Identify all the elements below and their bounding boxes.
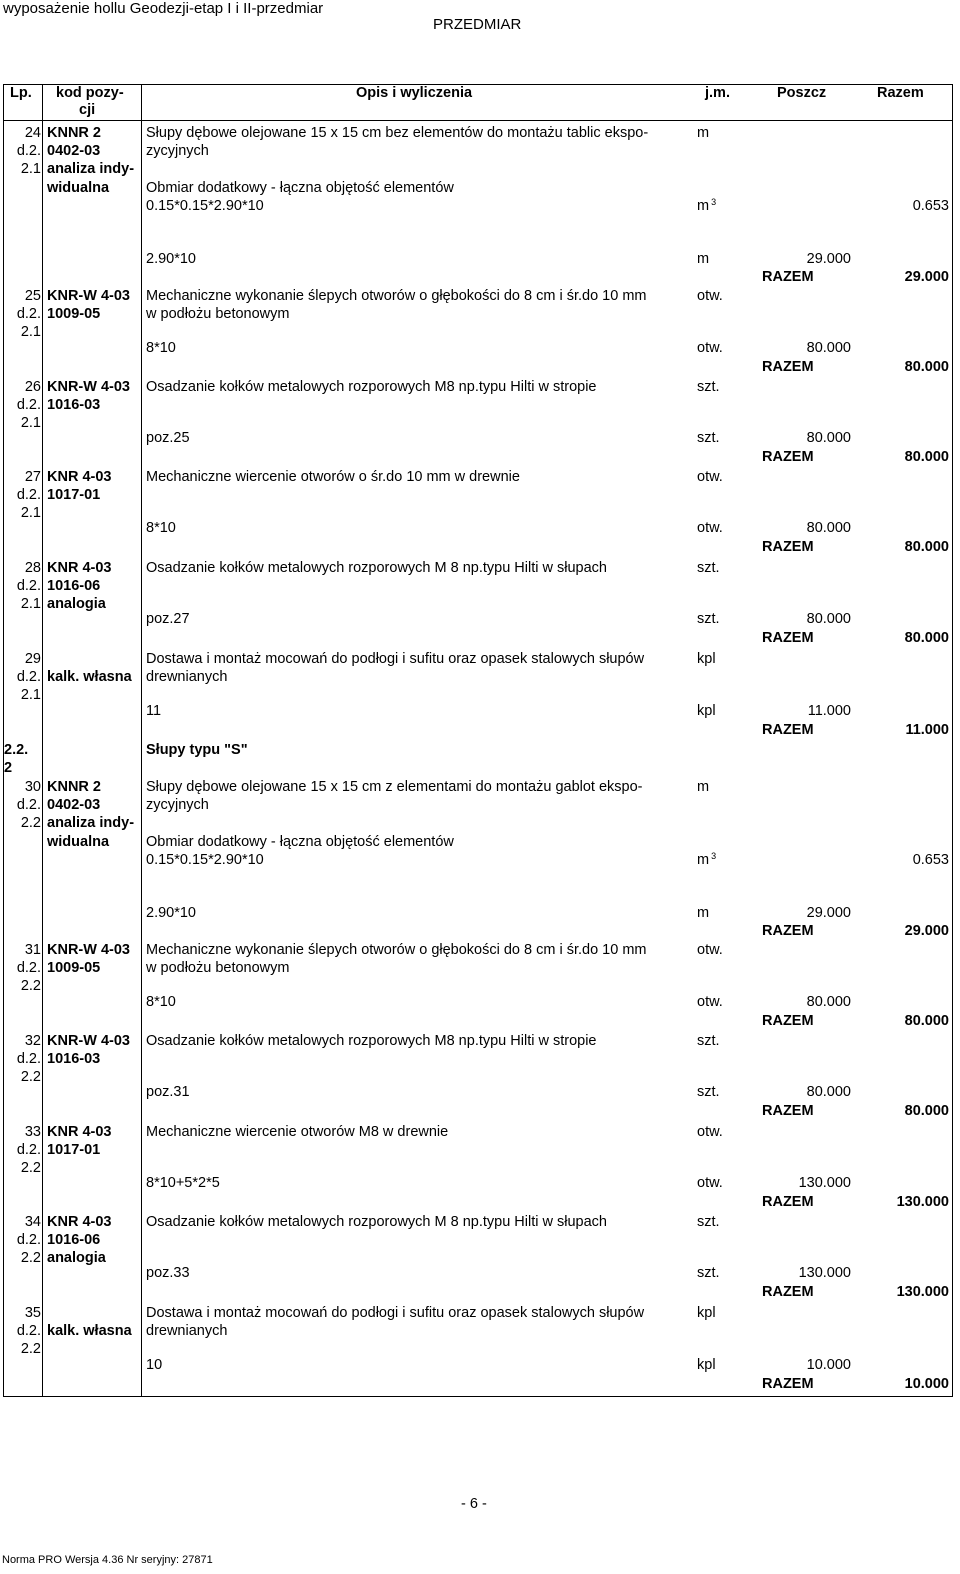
position-code: KNNR 2 [47, 125, 101, 141]
position-code: 0402-03 [47, 797, 101, 814]
calc-expression: poz.33 [146, 1265, 190, 1282]
calc-expression: 8*10+5*2*5 [146, 1175, 220, 1192]
position-number: 2.2 [20, 1250, 41, 1267]
position-number: 2.2 [20, 815, 41, 832]
position-code: 1017-01 [47, 487, 101, 504]
section-title: Słupy typu "S" [146, 742, 248, 758]
position-number: d.2. [16, 669, 41, 686]
position-description: drewnianych [146, 1323, 228, 1340]
position-description: Słupy dębowe olejowane 15 x 15 cm bez elementów do montażu tablic ekspo- [146, 125, 649, 141]
razem-value: 80.000 [904, 358, 949, 375]
position-description: 0.15*0.15*2.90*10 [146, 851, 264, 868]
calc-unit: otw. [697, 1175, 723, 1192]
razem-value: 29.000 [904, 923, 949, 940]
position-number: 32 [24, 1033, 41, 1049]
position-number: 2.1 [20, 687, 41, 704]
position-code: analiza indy- [47, 161, 135, 178]
calc-unit: szt. [697, 430, 720, 447]
position-number: d.2. [16, 397, 41, 414]
position-unit: szt. [697, 1214, 720, 1230]
calc-expression: 8*10 [146, 994, 176, 1011]
position-code: 1016-06 [47, 1232, 101, 1249]
calc-subtotal: 80.000 [806, 611, 851, 628]
razem-value: 10.000 [904, 1375, 949, 1392]
column-header-razem: Razem [877, 85, 924, 101]
calc-unit: kpl [697, 703, 716, 720]
calc-unit: otw. [697, 994, 723, 1011]
calc-unit-exponent: 3 [711, 196, 717, 207]
position-description: Obmiar dodatkowy - łączna objętość elementów [146, 833, 454, 850]
position-description: Mechaniczne wykonanie ślepych otworów o głębokości do 8 cm i śr.do 10 mm [146, 942, 647, 958]
position-code: 1009-05 [47, 960, 101, 977]
position-unit: m [697, 125, 710, 141]
column-header-kod: cji [79, 102, 96, 118]
calc-subtotal: 80.000 [806, 520, 851, 537]
position-unit: otw. [697, 1124, 723, 1140]
position-number: 2.1 [20, 415, 41, 432]
position-number: 2.1 [20, 161, 41, 178]
calc-expression: 2.90*10 [146, 251, 196, 267]
calc-expression: poz.27 [146, 611, 190, 628]
calc-unit: kpl [697, 1357, 716, 1374]
calc-subtotal: 80.000 [806, 1084, 851, 1101]
position-description: drewnianych [146, 669, 228, 686]
position-unit: otw. [697, 942, 723, 958]
table-bottom-border [3, 1396, 953, 1397]
column-divider-kod [141, 84, 142, 1397]
page-header-center: PRZEDMIAR [433, 16, 522, 33]
position-code: 1009-05 [47, 306, 101, 323]
software-footer: Norma PRO Wersja 4.36 Nr seryjny: 27871 [2, 1554, 213, 1566]
page-header-title: wyposażenie hollu Geodezji-etap I i II-przedmiar [3, 0, 324, 17]
calc-unit: m [697, 905, 710, 921]
position-number: d.2. [16, 487, 41, 504]
razem-label: RAZEM [762, 721, 814, 738]
column-header-jm: j.m. [705, 85, 730, 101]
position-number: d.2. [16, 1142, 41, 1159]
position-number: 29 [24, 651, 41, 667]
position-number: 2.2 [20, 978, 41, 995]
position-description: Osadzanie kołków metalowych rozporowych M 8 np.typu Hilti w słupach [146, 1214, 607, 1230]
position-code: widualna [47, 179, 110, 196]
calc-subtotal: 11.000 [807, 703, 851, 720]
position-code: KNR-W 4-03 [47, 379, 130, 395]
calc-subtotal: 80.000 [806, 994, 851, 1011]
position-number: 2.1 [20, 324, 41, 341]
position-description: Dostawa i montaż mocowań do podłogi i sufitu oraz opasek stalowych słupów [146, 651, 645, 667]
position-number: d.2. [16, 306, 41, 323]
calc-total: 0.653 [912, 851, 949, 868]
position-number: 30 [24, 779, 41, 795]
calc-subtotal: 29.000 [806, 905, 851, 921]
position-number: 2.2 [20, 1069, 41, 1086]
calc-expression: poz.31 [146, 1084, 190, 1101]
razem-label: RAZEM [762, 358, 814, 375]
position-code: analiza indy- [47, 815, 135, 832]
razem-value: 130.000 [896, 1193, 949, 1210]
position-number: d.2. [16, 1051, 41, 1068]
position-number: 28 [24, 560, 41, 576]
calc-unit-exponent: 3 [711, 850, 717, 861]
position-number: 25 [24, 288, 41, 304]
position-unit: szt. [697, 560, 720, 576]
calc-unit: m [697, 251, 710, 267]
position-description: w podłożu betonowym [146, 960, 290, 977]
calc-expression: 2.90*10 [146, 905, 196, 921]
position-code: KNR-W 4-03 [47, 942, 130, 958]
position-number: 24 [24, 125, 41, 141]
calc-total: 0.653 [912, 197, 949, 214]
razem-label: RAZEM [762, 629, 814, 646]
calc-unit: szt. [697, 1084, 720, 1101]
position-number: d.2. [16, 797, 41, 814]
position-code: KNR 4-03 [47, 469, 112, 485]
position-number: 26 [24, 379, 41, 395]
position-number: 34 [24, 1214, 41, 1230]
position-number: d.2. [16, 960, 41, 977]
position-code: 0402-03 [47, 143, 101, 160]
position-code: KNR-W 4-03 [47, 1033, 130, 1049]
calc-expression: 8*10 [146, 520, 176, 537]
position-number: 2.1 [20, 596, 41, 613]
calc-unit: szt. [697, 611, 720, 628]
position-unit: kpl [697, 651, 716, 667]
position-description: Mechaniczne wiercenie otworów o śr.do 10 mm w drewnie [146, 469, 520, 485]
position-code: analogia [47, 1250, 106, 1267]
position-number: d.2. [16, 143, 41, 160]
position-number: 33 [24, 1124, 41, 1140]
razem-label: RAZEM [762, 1012, 814, 1029]
razem-value: 80.000 [904, 629, 949, 646]
razem-label: RAZEM [762, 923, 814, 940]
position-description: Mechaniczne wiercenie otworów M8 w drewnie [146, 1124, 449, 1140]
column-header-opis: Opis i wyliczenia [356, 85, 473, 101]
calc-unit: m $^3$ [697, 850, 717, 868]
position-number: 2.2 [20, 1341, 41, 1358]
table-left-border [3, 84, 4, 1397]
position-unit: szt. [697, 379, 720, 395]
razem-label: RAZEM [762, 538, 814, 555]
position-code: 1016-03 [47, 397, 101, 414]
column-header-lp: Lp. [10, 85, 32, 101]
razem-value: 29.000 [904, 269, 949, 286]
calc-expression: 11 [146, 703, 162, 720]
position-description: zycyjnych [146, 797, 209, 814]
position-number: 27 [24, 469, 41, 485]
calc-expression: 8*10 [146, 340, 176, 357]
razem-label: RAZEM [762, 1283, 814, 1300]
razem-label: RAZEM [762, 1375, 814, 1392]
position-code: KNR 4-03 [47, 560, 112, 576]
position-code: kalk. własna [47, 1323, 132, 1340]
table-right-border [952, 84, 953, 1397]
calc-expression: 10 [146, 1357, 163, 1374]
position-code: KNR 4-03 [47, 1214, 112, 1230]
position-number: d.2. [16, 1232, 41, 1249]
position-number: 2.1 [20, 505, 41, 522]
calc-expression: poz.25 [146, 430, 190, 447]
position-code: KNR-W 4-03 [47, 288, 130, 304]
position-description: Osadzanie kołków metalowych rozporowych M8 np.typu Hilti w stropie [146, 1033, 597, 1049]
column-header-kod: kod pozy- [56, 85, 124, 101]
razem-value: 80.000 [904, 1102, 949, 1119]
position-code: 1016-06 [47, 578, 101, 595]
position-code: KNNR 2 [47, 779, 101, 795]
calc-subtotal: 10.000 [806, 1357, 851, 1374]
calc-subtotal: 130.000 [798, 1175, 851, 1192]
position-description: Mechaniczne wykonanie ślepych otworów o głębokości do 8 cm i śr.do 10 mm [146, 288, 647, 304]
position-number: 35 [24, 1305, 41, 1321]
razem-value: 130.000 [896, 1283, 949, 1300]
position-description: Słupy dębowe olejowane 15 x 15 cm z elementami do montażu gablot ekspo- [146, 779, 643, 795]
calc-unit: m $^3$ [697, 196, 717, 214]
position-description: Obmiar dodatkowy - łączna objętość elementów [146, 179, 454, 196]
position-description: Osadzanie kołków metalowych rozporowych M 8 np.typu Hilti w słupach [146, 560, 607, 576]
position-description: Osadzanie kołków metalowych rozporowych M8 np.typu Hilti w stropie [146, 379, 597, 395]
calc-unit: szt. [697, 1265, 720, 1282]
position-unit: otw. [697, 288, 723, 304]
razem-value: 80.000 [904, 448, 949, 465]
calc-unit: otw. [697, 520, 723, 537]
section-number: 2 [4, 760, 13, 777]
position-code: widualna [47, 833, 110, 850]
position-unit: szt. [697, 1033, 720, 1049]
position-code: KNR 4-03 [47, 1124, 112, 1140]
calc-unit: otw. [697, 340, 723, 357]
calc-subtotal: 80.000 [806, 340, 851, 357]
table-header-bottom-border [3, 120, 953, 121]
position-code: analogia [47, 596, 106, 613]
position-description: w podłożu betonowym [146, 306, 290, 323]
calc-subtotal: 29.000 [806, 251, 851, 267]
position-code: 1016-03 [47, 1051, 101, 1068]
razem-label: RAZEM [762, 448, 814, 465]
position-number: d.2. [16, 578, 41, 595]
position-unit: m [697, 779, 710, 795]
calc-subtotal: 130.000 [798, 1265, 851, 1282]
position-description: zycyjnych [146, 143, 209, 160]
position-description: Dostawa i montaż mocowań do podłogi i sufitu oraz opasek stalowych słupów [146, 1305, 645, 1321]
position-number: d.2. [16, 1323, 41, 1340]
position-code: 1017-01 [47, 1142, 101, 1159]
razem-value: 11.000 [905, 721, 949, 738]
position-description: 0.15*0.15*2.90*10 [146, 197, 264, 214]
razem-label: RAZEM [762, 269, 814, 286]
razem-value: 80.000 [904, 1012, 949, 1029]
column-header-poszcz: Poszcz [777, 85, 827, 101]
position-unit: otw. [697, 469, 723, 485]
razem-label: RAZEM [762, 1193, 814, 1210]
razem-value: 80.000 [904, 538, 949, 555]
razem-label: RAZEM [762, 1102, 814, 1119]
position-code: kalk. własna [47, 669, 132, 686]
position-number: 31 [24, 942, 41, 958]
page-number: - 6 - [461, 1496, 487, 1512]
position-unit: kpl [697, 1305, 716, 1321]
column-divider-lp [42, 84, 43, 1397]
calc-subtotal: 80.000 [806, 430, 851, 447]
position-number: 2.2 [20, 1160, 41, 1177]
section-number: 2.2. [4, 742, 29, 758]
